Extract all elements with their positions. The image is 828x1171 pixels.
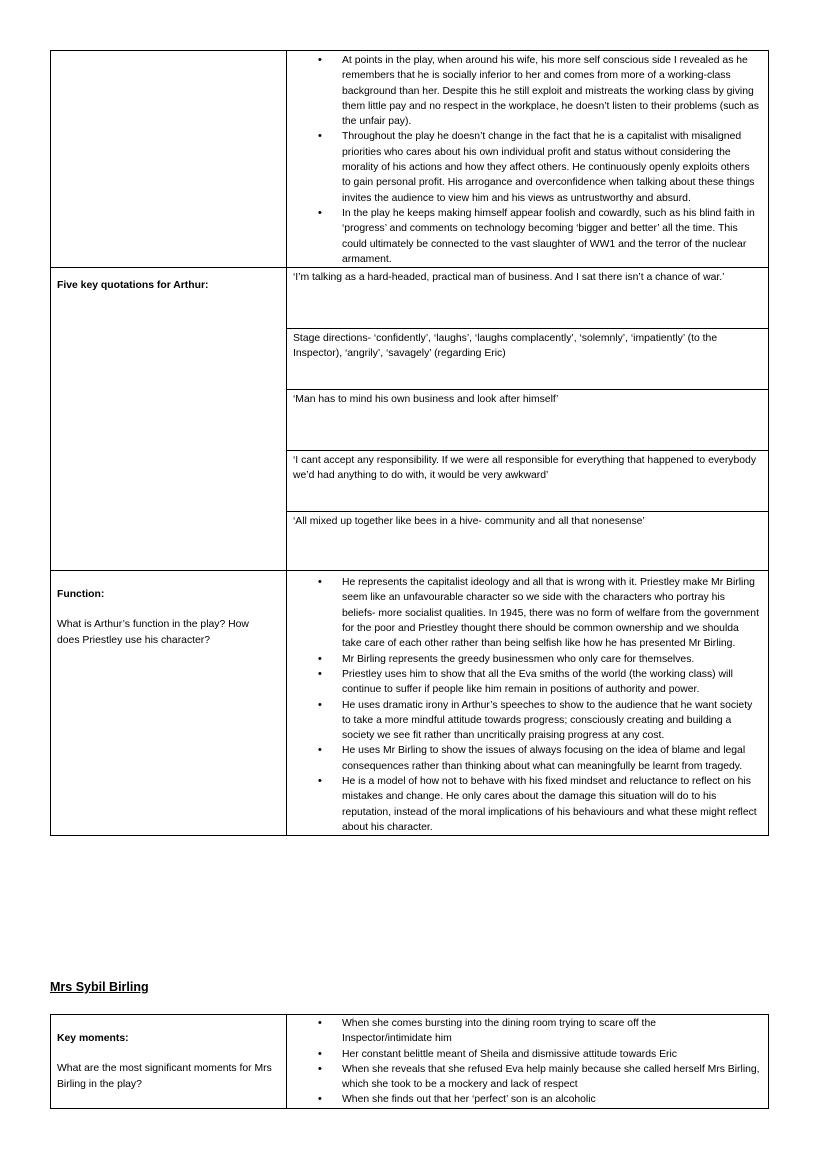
quote-cell bbox=[287, 390, 769, 451]
quote-cell bbox=[287, 329, 769, 390]
empty-label-cell bbox=[51, 51, 287, 268]
quotations-label-cell bbox=[51, 268, 287, 571]
quote-text: ‘I’m talking as a hard-headed, practical man of business. And I sat there isn’t a chance of war.’ bbox=[293, 272, 725, 284]
list-item: • In the play he keeps making himself appear foolish and cowardly, such as his blind faith in ‘progress’ and comments on technology becoming ‘bigger and better’ all the time. This could ultimately be connected to the vast slaughter of WW1 and the terror of the nuclear armament. bbox=[342, 206, 760, 267]
section-title: Mrs Sybil Birling bbox=[50, 980, 149, 994]
key-moments-label: Key moments: bbox=[57, 1033, 129, 1044]
quote-cell bbox=[287, 512, 769, 571]
list-item: • When she comes bursting into the dining room trying to scare off the Inspector/intimidate him bbox=[342, 1016, 760, 1047]
quote-cell bbox=[287, 451, 769, 512]
table-row bbox=[51, 51, 769, 268]
list-item: • When she reveals that she refused Eva help mainly because she called herself Mrs Birling, which she took to be a mockery and lack of respect bbox=[342, 1062, 760, 1093]
key-moments-label-cell bbox=[51, 1015, 287, 1109]
progression-list bbox=[287, 53, 768, 267]
function-list bbox=[287, 575, 768, 835]
quote-text: ‘Man has to mind his own business and look after himself’ bbox=[293, 394, 559, 406]
key-moments-cell bbox=[287, 1015, 769, 1109]
list-item: • At points in the play, when around his wife, his more self conscious side I revealed as he remembers that he is socially inferior to her and comes from more of a working-class background than her. Despite this he still exploit and mistreats the working class by giving them little pay and no respect in the workplace, he doesn’t listen to their problems (such as the unfair pay). bbox=[342, 53, 760, 129]
function-label: Function: bbox=[57, 589, 105, 601]
function-label-cell bbox=[51, 571, 287, 836]
list-item: • Throughout the play he doesn’t change in the fact that he is a capitalist with misaligned priorities who cares about his own individual profit and status without considering the morality of his actions and how they affect others. He continuously openly exploits others to gain personal profit. His arrogance and overconfidence when talking about these things invites the audience to view him and his views as untrustworthy and absurd. bbox=[342, 129, 760, 205]
arthur-table bbox=[50, 50, 769, 836]
list-item: • He represents the capitalist ideology and all that is wrong with it. Priestley make Mr Birling seem like an unfavourable character so we side with the characters who portray his beliefs- more socialist qualities. In 1945, there was no form of welfare from the government for the poor and Priestley thought there should be common ownership and we shoulda take care of each other rather than being selfish like how he has presented Mr Birling. bbox=[342, 575, 760, 651]
table-row bbox=[51, 268, 769, 329]
list-item: • Mr Birling represents the greedy businessmen who only care for themselves. bbox=[342, 652, 760, 667]
quote-cell bbox=[287, 268, 769, 329]
list-item: • He is a model of how not to behave with his fixed mindset and reluctance to reflect on his mistakes and change. He only cares about the damage this situation will do to his reputation, instead of the moral implications of his behaviours and what these might reflect about his character. bbox=[342, 774, 760, 835]
key-moments-list bbox=[287, 1016, 768, 1108]
function-cell bbox=[287, 571, 769, 836]
function-question: What is Arthur’s function in the play? How does Priestley use his character? bbox=[57, 619, 249, 646]
list-item: • When she finds out that her ‘perfect’ son is an alcoholic bbox=[342, 1092, 760, 1107]
quote-text: ‘I cant accept any responsibility. If we were all responsible for everything that happened to everybody we’d had anything to do with, it would be very awkward’ bbox=[293, 455, 757, 482]
list-item: • Priestley uses him to show that all the Eva smiths of the world (the working class) will continue to suffer if people like him remain in positions of authority and power. bbox=[342, 667, 760, 698]
quote-text: Stage directions- ‘confidently’, ‘laughs’, ‘laughs complacently’, ‘solemnly’, ‘impatiently’ (to the Inspector), ‘angrily’, ‘savagely’ (regarding Eric) bbox=[293, 333, 718, 360]
table-row bbox=[51, 571, 769, 836]
list-item: • He uses dramatic irony in Arthur’s speeches to show to the audience that he want society to take a more mindful attitude towards progress; consciously creating and building a society we see fit rather than uncritically praising progress at any cost. bbox=[342, 698, 760, 744]
table-row bbox=[51, 1015, 769, 1109]
quote-text: ‘All mixed up together like bees in a hive- community and all that nonesense’ bbox=[293, 516, 645, 528]
progression-cell bbox=[287, 51, 769, 268]
list-item: • He uses Mr Birling to show the issues of always focusing on the idea of blame and legal consequences rather than thinking about what can meaningfully be learnt from tragedy. bbox=[342, 743, 760, 774]
key-moments-question: What are the most significant moments for Mrs Birling in the play? bbox=[57, 1063, 272, 1090]
quotations-label: Five key quotations for Arthur: bbox=[57, 280, 209, 292]
list-item: • Her constant belittle meant of Sheila and dismissive attitude towards Eric bbox=[342, 1047, 760, 1062]
sybil-table bbox=[50, 1014, 769, 1109]
